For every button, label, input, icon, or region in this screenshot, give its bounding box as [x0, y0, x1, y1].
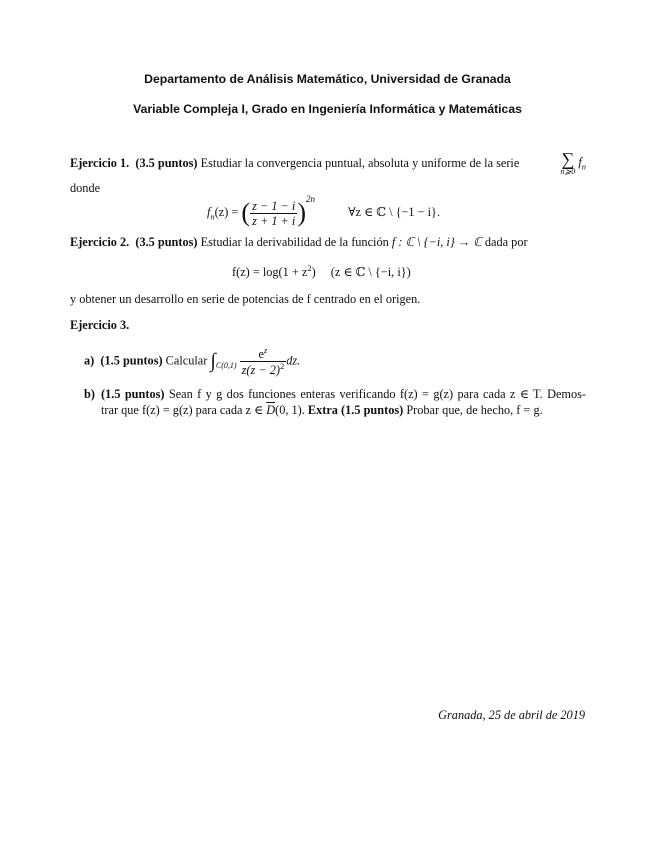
log-formula-close: )	[311, 265, 316, 280]
integral-contour: C(0,1)	[215, 361, 237, 371]
sum-limit: n⩾0	[560, 167, 576, 176]
part-a-text: Calcular	[165, 353, 208, 368]
sum-term: f	[578, 154, 582, 169]
part-a-points: (1.5 puntos)	[100, 353, 163, 368]
left-paren: (	[241, 198, 251, 228]
formula-lhs: f	[207, 205, 211, 219]
closed-disc-symbol: $\overline{D}$	[266, 403, 276, 417]
exercise-3a	[84, 346, 300, 377]
extra-label: Extra	[307, 403, 338, 417]
integrand-num: e	[258, 347, 265, 362]
part-b-line-2-pre: trar que f(z) = g(z) para cada z ∈	[101, 403, 264, 417]
header-department: Departamento de Análisis Matemático, Universidad de Granada	[144, 72, 511, 86]
integral-symbol: ∫	[210, 350, 216, 373]
formula-fraction	[250, 199, 297, 228]
sum-term-sub: n	[581, 161, 586, 172]
extra-text: Probar que, de hecho, f = g.	[406, 403, 543, 417]
frac-numerator: z − 1 − i	[252, 198, 296, 213]
exercise-1	[70, 150, 586, 176]
integrand-dz: dz.	[286, 353, 301, 368]
integrand-den: z(z − 2)	[241, 363, 280, 378]
exercise-3b	[84, 387, 586, 418]
part-a-label: a)	[84, 353, 95, 368]
exercise-2-text: Estudiar la derivabilidad de la función	[200, 235, 389, 249]
exercise-2-points: (3.5 puntos)	[135, 235, 198, 249]
exercise-1-label: Ejercicio 1.	[70, 155, 130, 170]
exercise-2-label: Ejercicio 2.	[70, 235, 130, 249]
exercise-1-text: Estudiar la convergencia puntual, absoluta y uniforme de la serie	[200, 155, 520, 170]
formula-lhs-sub: n	[210, 211, 215, 222]
exercise-2-formula	[232, 263, 411, 280]
part-b-line-1-text: Sean f y g dos funciones enteras verificando f(z) = g(z) para cada z ∈ T. Demos-	[168, 387, 587, 401]
integrand-fraction	[240, 346, 287, 377]
part-b-line-1	[101, 387, 586, 402]
exercise-1-points: (3.5 puntos)	[135, 155, 198, 170]
extra-points: (1.5 puntos)	[341, 403, 404, 417]
exercise-2-text-end: dada por	[484, 235, 528, 249]
integrand-den-exp: 2	[280, 361, 285, 372]
part-b-line-2	[101, 403, 586, 418]
right-paren: )	[297, 198, 307, 228]
exercise-1-formula	[207, 194, 440, 228]
exercise-1-statement	[70, 156, 519, 171]
exercise-2	[70, 235, 586, 250]
exercise-2-closing: y obtener un desarrollo en serie de potencias de f centrado en el origen.	[70, 292, 421, 306]
part-b-label: b)	[84, 387, 95, 401]
formula-exponent: 2n	[306, 194, 316, 204]
frac-denominator: z + 1 + i	[252, 213, 296, 228]
series-sum	[561, 150, 586, 176]
log-formula: f(z) = log(1 + z	[232, 265, 308, 280]
sum-symbol: ∑	[561, 149, 575, 169]
formula-domain: ∀z ∈ ℂ \ {−1 − i}.	[348, 205, 441, 219]
part-b-points: (1.5 puntos)	[101, 387, 165, 401]
part-b-line-2-mid: (0, 1).	[275, 403, 305, 417]
header-course: Variable Compleja I, Grado en Ingeniería Informática y Matemáticas	[133, 102, 522, 116]
integrand-num-exp: z	[264, 345, 268, 355]
formula-arg: (z) =	[214, 205, 239, 219]
place-date: Granada, 25 de abril de 2019	[438, 708, 585, 722]
exercise-1-donde: donde	[70, 181, 101, 195]
log-formula-exp: 2	[307, 263, 312, 273]
exercise-2-map: f : ℂ \ {−i, i} → ℂ	[391, 235, 482, 249]
log-formula-domain: (z ∈ ℂ \ {−i, i})	[330, 265, 411, 280]
exercise-3-label: Ejercicio 3.	[70, 318, 130, 332]
